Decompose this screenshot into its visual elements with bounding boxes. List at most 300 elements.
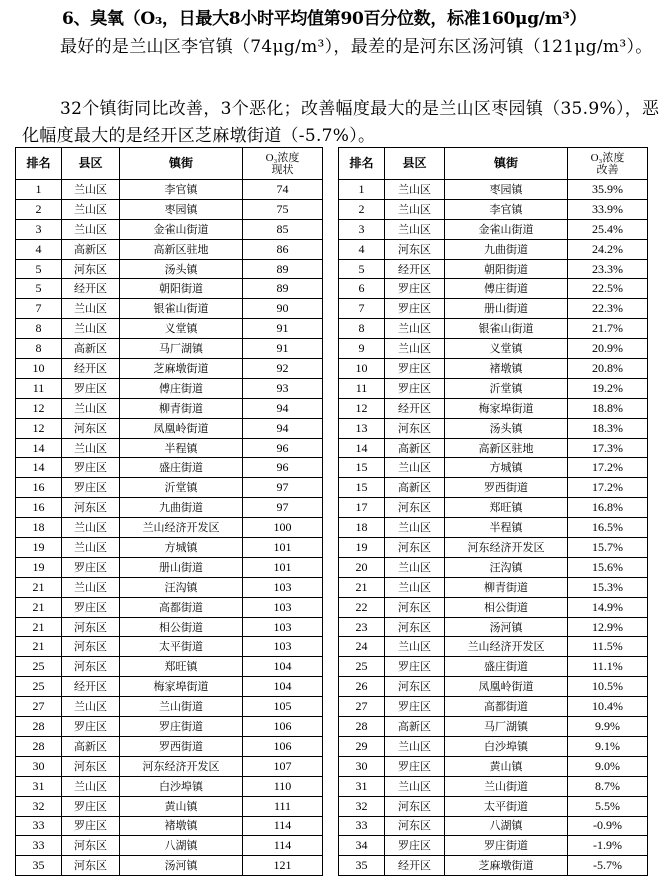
- county-cell: 高新区: [62, 339, 120, 359]
- county-cell: 高新区: [385, 478, 445, 498]
- county-cell: 罗庄区: [62, 717, 120, 737]
- town-cell: 沂堂镇: [445, 378, 568, 398]
- county-cell: 兰山区: [62, 518, 120, 538]
- town-cell: 李官镇: [120, 180, 243, 200]
- county-cell: 河东区: [385, 239, 445, 259]
- town-cell: 罗西街道: [120, 736, 243, 756]
- table-row: [339, 339, 648, 359]
- county-cell: 罗庄区: [385, 836, 445, 856]
- county-cell: 河东区: [385, 816, 445, 836]
- county-cell: 罗庄区: [62, 557, 120, 577]
- town-cell: 八湖镇: [445, 816, 568, 836]
- rank-cell: 15: [339, 478, 385, 498]
- town-cell: 太平街道: [120, 637, 243, 657]
- town-cell: 傅庄街道: [120, 378, 243, 398]
- rank-cell: 27: [16, 697, 62, 717]
- county-cell: 罗庄区: [385, 279, 445, 299]
- county-cell: 兰山区: [385, 577, 445, 597]
- table-row: [339, 299, 648, 319]
- county-cell: 兰山区: [62, 697, 120, 717]
- table-row: [339, 259, 648, 279]
- table-row: [339, 438, 648, 458]
- value-cell: 106: [243, 717, 323, 737]
- value-cell: 92: [243, 359, 323, 379]
- value-cell: 17.2%: [568, 478, 648, 498]
- value-cell: 100: [243, 518, 323, 538]
- value-cell: 9.0%: [568, 756, 648, 776]
- rank-cell: 29: [339, 736, 385, 756]
- table-row: [16, 239, 323, 259]
- rank-cell: 10: [339, 359, 385, 379]
- town-cell: 汤头镇: [445, 418, 568, 438]
- town-cell: 马厂湖镇: [120, 339, 243, 359]
- rank-cell: 20: [339, 557, 385, 577]
- rank-cell: 27: [339, 697, 385, 717]
- town-cell: 褚墩镇: [120, 816, 243, 836]
- rank-cell: 33: [16, 836, 62, 856]
- table-row: [339, 498, 648, 518]
- table-row: [339, 776, 648, 796]
- table-row: [16, 557, 323, 577]
- county-cell: 河东区: [385, 617, 445, 637]
- rank-cell: 21: [16, 617, 62, 637]
- value-cell: 20.8%: [568, 359, 648, 379]
- town-cell: 兰山街道: [120, 697, 243, 717]
- table-row: [339, 398, 648, 418]
- table-row: [339, 736, 648, 756]
- town-cell: 九曲街道: [120, 498, 243, 518]
- rank-cell: 19: [16, 557, 62, 577]
- town-cell: 高都街道: [445, 697, 568, 717]
- town-cell: 梅家埠街道: [445, 398, 568, 418]
- rank-cell: 5: [16, 279, 62, 299]
- value-cell: 74: [243, 180, 323, 200]
- table-row: [16, 259, 323, 279]
- county-cell: 兰山区: [385, 736, 445, 756]
- table-row: [16, 299, 323, 319]
- value-cell: 16.8%: [568, 498, 648, 518]
- county-cell: 罗庄区: [385, 359, 445, 379]
- value-cell: 33.9%: [568, 199, 648, 219]
- table-row: [16, 577, 323, 597]
- value-cell: 35.9%: [568, 180, 648, 200]
- section-heading: 6、臭氧（O₃，日最大8小时平均值第90百分位数，标准160μg/m³）: [62, 9, 587, 29]
- table-row: [339, 677, 648, 697]
- town-cell: 高新区驻地: [445, 438, 568, 458]
- town-cell: 梅家埠街道: [120, 677, 243, 697]
- town-cell: 芝麻墩街道: [445, 856, 568, 876]
- table-row: [339, 239, 648, 259]
- town-cell: 相公街道: [120, 617, 243, 637]
- county-cell: 河东区: [62, 657, 120, 677]
- rank-cell: 10: [16, 359, 62, 379]
- table-row: [16, 736, 323, 756]
- rank-cell: 34: [339, 836, 385, 856]
- county-cell: 河东区: [62, 259, 120, 279]
- value-cell: 25.4%: [568, 219, 648, 239]
- rank-cell: 14: [16, 438, 62, 458]
- best-worst-paragraph: 最好的是兰山区李官镇（74μg/m³），最差的是河东区汤河镇（121μg/m³）。: [60, 37, 653, 57]
- town-cell: 汪沟镇: [445, 557, 568, 577]
- rank-cell: 1: [339, 180, 385, 200]
- table-header-row: [339, 148, 648, 180]
- county-cell: 河东区: [62, 418, 120, 438]
- county-cell: 兰山区: [385, 518, 445, 538]
- value-cell: 94: [243, 398, 323, 418]
- rank-cell: 3: [16, 219, 62, 239]
- town-cell: 郑旺镇: [120, 657, 243, 677]
- county-cell: 罗庄区: [62, 458, 120, 478]
- rank-cell: 12: [16, 398, 62, 418]
- value-cell: 16.5%: [568, 518, 648, 538]
- table-row: [16, 219, 323, 239]
- county-cell: 河东区: [62, 836, 120, 856]
- town-cell: 凤凰岭街道: [445, 677, 568, 697]
- rank-cell: 35: [339, 856, 385, 876]
- rank-cell: 2: [16, 199, 62, 219]
- value-cell: 15.6%: [568, 557, 648, 577]
- rank-cell: 14: [16, 458, 62, 478]
- value-cell: 18.8%: [568, 398, 648, 418]
- rank-cell: 12: [16, 418, 62, 438]
- town-cell: 册山街道: [120, 557, 243, 577]
- county-cell: 高新区: [62, 239, 120, 259]
- rank-cell: 11: [16, 378, 62, 398]
- town-cell: 盛庄街道: [120, 458, 243, 478]
- town-cell: 汪沟镇: [120, 577, 243, 597]
- county-cell: 兰山区: [62, 219, 120, 239]
- town-cell: 柳青街道: [445, 577, 568, 597]
- county-cell: 经开区: [385, 856, 445, 876]
- town-cell: 兰山经济开发区: [445, 637, 568, 657]
- town-cell: 八湖镇: [120, 836, 243, 856]
- table-row: [339, 617, 648, 637]
- county-cell: 高新区: [385, 438, 445, 458]
- town-cell: 朝阳街道: [445, 259, 568, 279]
- rank-cell: 22: [339, 597, 385, 617]
- rank-cell: 8: [16, 319, 62, 339]
- rank-cell: 8: [16, 339, 62, 359]
- value-cell: 104: [243, 657, 323, 677]
- table-row: [16, 359, 323, 379]
- table-row: [16, 478, 323, 498]
- town-cell: 郑旺镇: [445, 498, 568, 518]
- rank-cell: 13: [339, 418, 385, 438]
- value-cell: 101: [243, 538, 323, 558]
- value-cell: 101: [243, 557, 323, 577]
- rank-cell: 24: [339, 637, 385, 657]
- table-row: [16, 856, 323, 876]
- rank-cell: 21: [16, 597, 62, 617]
- table-row: [339, 717, 648, 737]
- county-cell: 经开区: [62, 279, 120, 299]
- town-cell: 河东经济开发区: [120, 756, 243, 776]
- value-cell: 103: [243, 637, 323, 657]
- county-cell: 兰山区: [62, 538, 120, 558]
- town-cell: 义堂镇: [120, 319, 243, 339]
- county-cell: 罗庄区: [385, 756, 445, 776]
- county-cell: 兰山区: [385, 458, 445, 478]
- town-cell: 李官镇: [445, 199, 568, 219]
- table-header-row: [16, 148, 323, 180]
- table-row: [339, 219, 648, 239]
- table-row: [16, 657, 323, 677]
- rank-cell: 21: [16, 577, 62, 597]
- town-cell: 河东经济开发区: [445, 538, 568, 558]
- table-row: [16, 717, 323, 737]
- value-cell: 111: [243, 796, 323, 816]
- town-cell: 相公街道: [445, 597, 568, 617]
- county-cell: 河东区: [385, 538, 445, 558]
- value-cell: 14.9%: [568, 597, 648, 617]
- table-row: [339, 199, 648, 219]
- county-cell: 河东区: [385, 796, 445, 816]
- town-cell: 汤河镇: [120, 856, 243, 876]
- county-cell: 河东区: [62, 637, 120, 657]
- table-row: [16, 418, 323, 438]
- table-row: [16, 697, 323, 717]
- table-row: [339, 697, 648, 717]
- county-cell: 罗庄区: [62, 816, 120, 836]
- value-cell: 114: [243, 816, 323, 836]
- town-cell: 凤凰岭街道: [120, 418, 243, 438]
- value-cell: 96: [243, 458, 323, 478]
- rank-cell: 8: [339, 319, 385, 339]
- col-county-header: 县区: [385, 148, 445, 180]
- table-row: [16, 339, 323, 359]
- col-rank-header: 排名: [339, 148, 385, 180]
- rank-cell: 12: [339, 398, 385, 418]
- county-cell: 经开区: [62, 359, 120, 379]
- table-row: [16, 199, 323, 219]
- col-county-header: 县区: [62, 148, 120, 180]
- value-cell: 97: [243, 498, 323, 518]
- rank-cell: 19: [16, 538, 62, 558]
- town-cell: 银雀山街道: [445, 319, 568, 339]
- value-cell: 11.1%: [568, 657, 648, 677]
- value-cell: 23.3%: [568, 259, 648, 279]
- rank-cell: 18: [339, 518, 385, 538]
- rank-cell: 1: [16, 180, 62, 200]
- value-cell: -1.9%: [568, 836, 648, 856]
- rank-cell: 26: [339, 677, 385, 697]
- value-cell: -0.9%: [568, 816, 648, 836]
- town-cell: 兰山街道: [445, 776, 568, 796]
- value-cell: 22.3%: [568, 299, 648, 319]
- town-cell: 罗西街道: [445, 478, 568, 498]
- rank-cell: 23: [339, 617, 385, 637]
- table-row: [16, 518, 323, 538]
- value-cell: 10.5%: [568, 677, 648, 697]
- value-cell: 5.5%: [568, 796, 648, 816]
- table-row: [16, 378, 323, 398]
- table-row: [339, 637, 648, 657]
- rank-cell: 6: [339, 279, 385, 299]
- table-row: [339, 577, 648, 597]
- table-row: [16, 637, 323, 657]
- table-row: [339, 378, 648, 398]
- rank-cell: 25: [16, 677, 62, 697]
- rank-cell: 16: [16, 478, 62, 498]
- county-cell: 河东区: [385, 677, 445, 697]
- rank-cell: 18: [16, 518, 62, 538]
- county-cell: 兰山区: [62, 776, 120, 796]
- value-cell: 24.2%: [568, 239, 648, 259]
- value-cell: 17.2%: [568, 458, 648, 478]
- table-row: [339, 359, 648, 379]
- table-row: [339, 856, 648, 876]
- county-cell: 兰山区: [385, 557, 445, 577]
- town-cell: 义堂镇: [445, 339, 568, 359]
- table-row: [16, 398, 323, 418]
- table-row: [339, 418, 648, 438]
- value-cell: 11.5%: [568, 637, 648, 657]
- rank-cell: 4: [339, 239, 385, 259]
- value-cell: 15.3%: [568, 577, 648, 597]
- table-row: [16, 498, 323, 518]
- table-row: [339, 319, 648, 339]
- county-cell: 兰山区: [62, 299, 120, 319]
- town-cell: 方城镇: [445, 458, 568, 478]
- rank-cell: 14: [339, 438, 385, 458]
- table-row: [16, 279, 323, 299]
- county-cell: 罗庄区: [62, 597, 120, 617]
- table-row: [339, 518, 648, 538]
- town-cell: 银雀山街道: [120, 299, 243, 319]
- table-row: [339, 478, 648, 498]
- value-cell: -5.7%: [568, 856, 648, 876]
- rank-cell: 17: [339, 498, 385, 518]
- rank-cell: 7: [339, 299, 385, 319]
- rank-cell: 33: [16, 816, 62, 836]
- rank-cell: 4: [16, 239, 62, 259]
- county-cell: 兰山区: [385, 339, 445, 359]
- rank-cell: 31: [16, 776, 62, 796]
- table-row: [339, 756, 648, 776]
- town-cell: 汤头镇: [120, 259, 243, 279]
- town-cell: 褚墩镇: [445, 359, 568, 379]
- town-cell: 白沙埠镇: [445, 736, 568, 756]
- town-cell: 九曲街道: [445, 239, 568, 259]
- town-cell: 金雀山街道: [120, 219, 243, 239]
- col-town-header: 镇街: [120, 148, 243, 180]
- county-cell: 兰山区: [62, 398, 120, 418]
- town-cell: 白沙埠镇: [120, 776, 243, 796]
- town-cell: 太平街道: [445, 796, 568, 816]
- value-cell: 91: [243, 319, 323, 339]
- county-cell: 经开区: [62, 677, 120, 697]
- table-row: [16, 319, 323, 339]
- value-cell: 18.3%: [568, 418, 648, 438]
- county-cell: 兰山区: [62, 319, 120, 339]
- town-cell: 黄山镇: [445, 756, 568, 776]
- rank-cell: 30: [339, 756, 385, 776]
- table-row: [16, 776, 323, 796]
- value-cell: 17.3%: [568, 438, 648, 458]
- town-cell: 方城镇: [120, 538, 243, 558]
- county-cell: 兰山区: [385, 199, 445, 219]
- rank-cell: 25: [16, 657, 62, 677]
- value-cell: 105: [243, 697, 323, 717]
- rank-cell: 5: [16, 259, 62, 279]
- rank-cell: 28: [16, 717, 62, 737]
- table-row: [339, 816, 648, 836]
- town-cell: 枣园镇: [120, 199, 243, 219]
- county-cell: 兰山区: [385, 637, 445, 657]
- table-row: [16, 677, 323, 697]
- value-cell: 90: [243, 299, 323, 319]
- rank-cell: 35: [16, 856, 62, 876]
- improvement-paragraph: 32个镇街同比改善，3个恶化；改善幅度最大的是兰山区枣园镇（35.9%），恶化幅度最大的是经开区芝麻墩街道（-5.7%）。: [22, 99, 660, 146]
- town-cell: 沂堂镇: [120, 478, 243, 498]
- town-cell: 罗庄街道: [445, 836, 568, 856]
- col-o3-improvement-header: O₃浓度 改善: [568, 148, 648, 180]
- value-cell: 15.7%: [568, 538, 648, 558]
- value-cell: 10.4%: [568, 697, 648, 717]
- value-cell: 9.1%: [568, 736, 648, 756]
- county-cell: 罗庄区: [385, 697, 445, 717]
- table-row: [16, 617, 323, 637]
- value-cell: 103: [243, 577, 323, 597]
- table-row: [339, 796, 648, 816]
- o3-status-ranking-table: [15, 147, 323, 876]
- town-cell: 汤河镇: [445, 617, 568, 637]
- table-row: [16, 538, 323, 558]
- rank-cell: 21: [339, 577, 385, 597]
- town-cell: 兰山经济开发区: [120, 518, 243, 538]
- rank-cell: 25: [339, 657, 385, 677]
- value-cell: 20.9%: [568, 339, 648, 359]
- rank-cell: 11: [339, 378, 385, 398]
- county-cell: 罗庄区: [385, 657, 445, 677]
- rank-cell: 2: [339, 199, 385, 219]
- county-cell: 河东区: [62, 498, 120, 518]
- town-cell: 罗庄街道: [120, 717, 243, 737]
- county-cell: 兰山区: [62, 438, 120, 458]
- county-cell: 罗庄区: [62, 378, 120, 398]
- county-cell: 河东区: [385, 418, 445, 438]
- rank-cell: 9: [339, 339, 385, 359]
- value-cell: 110: [243, 776, 323, 796]
- value-cell: 85: [243, 219, 323, 239]
- county-cell: 兰山区: [385, 776, 445, 796]
- town-cell: 黄山镇: [120, 796, 243, 816]
- county-cell: 河东区: [385, 597, 445, 617]
- table-row: [339, 279, 648, 299]
- value-cell: 12.9%: [568, 617, 648, 637]
- county-cell: 河东区: [385, 498, 445, 518]
- value-cell: 21.7%: [568, 319, 648, 339]
- county-cell: 兰山区: [62, 577, 120, 597]
- value-cell: 93: [243, 378, 323, 398]
- county-cell: 兰山区: [385, 180, 445, 200]
- rank-cell: 31: [339, 776, 385, 796]
- value-cell: 114: [243, 836, 323, 856]
- col-town-header: 镇街: [445, 148, 568, 180]
- county-cell: 经开区: [385, 398, 445, 418]
- table-row: [16, 458, 323, 478]
- table-row: [339, 836, 648, 856]
- town-cell: 半程镇: [120, 438, 243, 458]
- col-rank-header: 排名: [16, 148, 62, 180]
- town-cell: 册山街道: [445, 299, 568, 319]
- county-cell: 罗庄区: [385, 299, 445, 319]
- county-cell: 河东区: [62, 756, 120, 776]
- town-cell: 高新区驻地: [120, 239, 243, 259]
- table-row: [16, 836, 323, 856]
- town-cell: 枣园镇: [445, 180, 568, 200]
- table-row: [16, 816, 323, 836]
